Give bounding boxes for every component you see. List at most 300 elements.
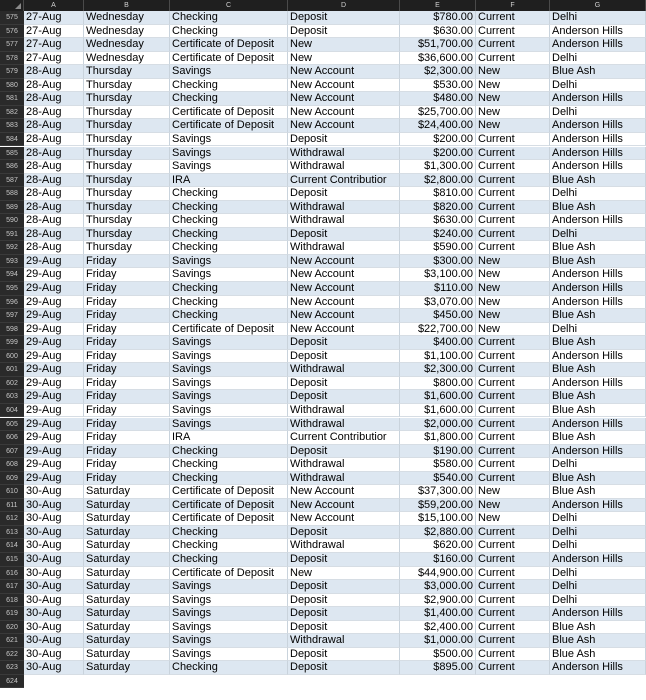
customer-status-cell[interactable]: New bbox=[476, 106, 550, 120]
transaction-cell[interactable]: New Account bbox=[288, 65, 400, 79]
customer-status-cell[interactable]: New bbox=[476, 92, 550, 106]
customer-status-cell[interactable]: Current bbox=[476, 621, 550, 635]
amount-cell[interactable]: $590.00 bbox=[400, 241, 476, 255]
account-type-cell[interactable]: Savings bbox=[170, 268, 288, 282]
account-type-cell[interactable]: Savings bbox=[170, 336, 288, 350]
date-cell[interactable]: 29-Aug bbox=[24, 255, 84, 269]
amount-cell[interactable]: $1,400.00 bbox=[400, 607, 476, 621]
account-type-cell[interactable]: Savings bbox=[170, 390, 288, 404]
customer-status-cell[interactable]: Current bbox=[476, 390, 550, 404]
transaction-cell[interactable]: Withdrawal bbox=[288, 634, 400, 648]
date-cell[interactable]: 29-Aug bbox=[24, 377, 84, 391]
row-number[interactable]: 609 bbox=[0, 472, 24, 486]
date-cell[interactable]: 28-Aug bbox=[24, 160, 84, 174]
date-cell[interactable]: 28-Aug bbox=[24, 174, 84, 188]
amount-cell[interactable]: $480.00 bbox=[400, 92, 476, 106]
transaction-cell[interactable]: Withdrawal bbox=[288, 404, 400, 418]
row-number[interactable]: 616 bbox=[0, 567, 24, 581]
branch-cell[interactable]: Blue Ash bbox=[550, 485, 646, 499]
weekday-cell[interactable]: Saturday bbox=[84, 526, 170, 540]
account-type-cell[interactable]: Checking bbox=[170, 79, 288, 93]
date-cell[interactable]: 27-Aug bbox=[24, 52, 84, 66]
date-cell[interactable]: 28-Aug bbox=[24, 228, 84, 242]
transaction-cell[interactable]: Withdrawal bbox=[288, 472, 400, 486]
customer-status-cell[interactable]: New bbox=[476, 499, 550, 513]
weekday-cell[interactable]: Wednesday bbox=[84, 38, 170, 52]
row-number[interactable]: 610 bbox=[0, 485, 24, 499]
row-number[interactable]: 618 bbox=[0, 594, 24, 608]
customer-status-cell[interactable]: Current bbox=[476, 214, 550, 228]
transaction-cell[interactable]: Deposit bbox=[288, 661, 400, 675]
weekday-cell[interactable]: Friday bbox=[84, 472, 170, 486]
branch-cell[interactable]: Anderson Hills bbox=[550, 445, 646, 459]
weekday-cell[interactable]: Friday bbox=[84, 377, 170, 391]
amount-cell[interactable]: $630.00 bbox=[400, 25, 476, 39]
customer-status-cell[interactable]: Current bbox=[476, 418, 550, 432]
branch-cell[interactable]: Anderson Hills bbox=[550, 350, 646, 364]
branch-cell[interactable]: Delhi bbox=[550, 567, 646, 581]
amount-cell[interactable]: $2,000.00 bbox=[400, 418, 476, 432]
column-header-b[interactable]: B bbox=[84, 0, 170, 11]
amount-cell[interactable]: $580.00 bbox=[400, 458, 476, 472]
date-cell[interactable]: 28-Aug bbox=[24, 65, 84, 79]
amount-cell[interactable]: $51,700.00 bbox=[400, 38, 476, 52]
weekday-cell[interactable]: Friday bbox=[84, 390, 170, 404]
row-number[interactable]: 603 bbox=[0, 390, 24, 404]
transaction-cell[interactable]: New Account bbox=[288, 119, 400, 133]
amount-cell[interactable]: $810.00 bbox=[400, 187, 476, 201]
date-cell[interactable]: 30-Aug bbox=[24, 621, 84, 635]
branch-cell[interactable]: Anderson Hills bbox=[550, 133, 646, 147]
account-type-cell[interactable]: Certificate of Deposit bbox=[170, 485, 288, 499]
row-number[interactable]: 583 bbox=[0, 119, 24, 133]
transaction-cell[interactable]: Deposit bbox=[288, 336, 400, 350]
row-number[interactable]: 611 bbox=[0, 499, 24, 513]
date-cell[interactable]: 29-Aug bbox=[24, 323, 84, 337]
row-number[interactable]: 579 bbox=[0, 65, 24, 79]
branch-cell[interactable]: Delhi bbox=[550, 526, 646, 540]
account-type-cell[interactable]: Savings bbox=[170, 580, 288, 594]
customer-status-cell[interactable]: Current bbox=[476, 661, 550, 675]
branch-cell[interactable]: Blue Ash bbox=[550, 336, 646, 350]
branch-cell[interactable]: Delhi bbox=[550, 323, 646, 337]
amount-cell[interactable]: $240.00 bbox=[400, 228, 476, 242]
branch-cell[interactable]: Blue Ash bbox=[550, 648, 646, 662]
row-number[interactable]: 597 bbox=[0, 309, 24, 323]
date-cell[interactable]: 30-Aug bbox=[24, 580, 84, 594]
customer-status-cell[interactable]: New bbox=[476, 268, 550, 282]
date-cell[interactable]: 30-Aug bbox=[24, 594, 84, 608]
branch-cell[interactable]: Delhi bbox=[550, 458, 646, 472]
weekday-cell[interactable]: Saturday bbox=[84, 499, 170, 513]
customer-status-cell[interactable]: Current bbox=[476, 38, 550, 52]
transaction-cell[interactable]: Deposit bbox=[288, 594, 400, 608]
account-type-cell[interactable]: Savings bbox=[170, 255, 288, 269]
transaction-cell[interactable]: Withdrawal bbox=[288, 160, 400, 174]
branch-cell[interactable]: Anderson Hills bbox=[550, 160, 646, 174]
amount-cell[interactable]: $2,800.00 bbox=[400, 174, 476, 188]
row-number[interactable]: 585 bbox=[0, 147, 24, 161]
column-header-d[interactable]: D bbox=[288, 0, 400, 11]
row-number[interactable]: 612 bbox=[0, 512, 24, 526]
date-cell[interactable]: 29-Aug bbox=[24, 458, 84, 472]
date-cell[interactable]: 27-Aug bbox=[24, 25, 84, 39]
row-number[interactable]: 582 bbox=[0, 106, 24, 120]
select-all-button[interactable] bbox=[0, 0, 24, 11]
transaction-cell[interactable]: Deposit bbox=[288, 228, 400, 242]
date-cell[interactable]: 28-Aug bbox=[24, 187, 84, 201]
amount-cell[interactable]: $110.00 bbox=[400, 282, 476, 296]
amount-cell[interactable]: $620.00 bbox=[400, 539, 476, 553]
account-type-cell[interactable]: Checking bbox=[170, 187, 288, 201]
transaction-cell[interactable]: Deposit bbox=[288, 621, 400, 635]
customer-status-cell[interactable]: Current bbox=[476, 377, 550, 391]
amount-cell[interactable]: $800.00 bbox=[400, 377, 476, 391]
branch-cell[interactable]: Anderson Hills bbox=[550, 553, 646, 567]
account-type-cell[interactable]: Certificate of Deposit bbox=[170, 52, 288, 66]
account-type-cell[interactable]: Checking bbox=[170, 472, 288, 486]
customer-status-cell[interactable]: Current bbox=[476, 580, 550, 594]
row-number[interactable]: 578 bbox=[0, 52, 24, 66]
branch-cell[interactable]: Delhi bbox=[550, 580, 646, 594]
transaction-cell[interactable]: Deposit bbox=[288, 390, 400, 404]
account-type-cell[interactable]: Certificate of Deposit bbox=[170, 119, 288, 133]
row-number[interactable]: 580 bbox=[0, 79, 24, 93]
customer-status-cell[interactable]: Current bbox=[476, 52, 550, 66]
date-cell[interactable]: 30-Aug bbox=[24, 526, 84, 540]
row-number[interactable]: 599 bbox=[0, 336, 24, 350]
transaction-cell[interactable]: Withdrawal bbox=[288, 147, 400, 161]
transaction-cell[interactable]: New Account bbox=[288, 499, 400, 513]
customer-status-cell[interactable]: New bbox=[476, 512, 550, 526]
date-cell[interactable]: 30-Aug bbox=[24, 499, 84, 513]
row-number[interactable]: 592 bbox=[0, 241, 24, 255]
customer-status-cell[interactable]: New bbox=[476, 323, 550, 337]
column-header-c[interactable]: C bbox=[170, 0, 288, 11]
transaction-cell[interactable]: Deposit bbox=[288, 187, 400, 201]
weekday-cell[interactable]: Friday bbox=[84, 255, 170, 269]
row-number[interactable]: 604 bbox=[0, 404, 24, 418]
amount-cell[interactable]: $22,700.00 bbox=[400, 323, 476, 337]
transaction-cell[interactable]: Deposit bbox=[288, 553, 400, 567]
weekday-cell[interactable]: Friday bbox=[84, 404, 170, 418]
branch-cell[interactable]: Anderson Hills bbox=[550, 92, 646, 106]
account-type-cell[interactable]: Certificate of Deposit bbox=[170, 323, 288, 337]
weekday-cell[interactable]: Friday bbox=[84, 282, 170, 296]
transaction-cell[interactable]: New Account bbox=[288, 296, 400, 310]
account-type-cell[interactable]: Savings bbox=[170, 160, 288, 174]
weekday-cell[interactable]: Thursday bbox=[84, 92, 170, 106]
row-number[interactable]: 605 bbox=[0, 418, 24, 432]
weekday-cell[interactable]: Friday bbox=[84, 350, 170, 364]
branch-cell[interactable]: Blue Ash bbox=[550, 201, 646, 215]
customer-status-cell[interactable]: New bbox=[476, 282, 550, 296]
amount-cell[interactable]: $895.00 bbox=[400, 661, 476, 675]
weekday-cell[interactable]: Thursday bbox=[84, 147, 170, 161]
account-type-cell[interactable]: Savings bbox=[170, 594, 288, 608]
weekday-cell[interactable]: Saturday bbox=[84, 580, 170, 594]
row-number[interactable]: 601 bbox=[0, 363, 24, 377]
account-type-cell[interactable]: Savings bbox=[170, 363, 288, 377]
row-number[interactable]: 613 bbox=[0, 526, 24, 540]
weekday-cell[interactable]: Saturday bbox=[84, 539, 170, 553]
customer-status-cell[interactable]: New bbox=[476, 79, 550, 93]
branch-cell[interactable]: Blue Ash bbox=[550, 174, 646, 188]
branch-cell[interactable]: Delhi bbox=[550, 187, 646, 201]
customer-status-cell[interactable]: Current bbox=[476, 363, 550, 377]
date-cell[interactable]: 30-Aug bbox=[24, 648, 84, 662]
customer-status-cell[interactable]: New bbox=[476, 309, 550, 323]
row-number[interactable]: 586 bbox=[0, 160, 24, 174]
amount-cell[interactable]: $2,900.00 bbox=[400, 594, 476, 608]
account-type-cell[interactable]: Checking bbox=[170, 228, 288, 242]
weekday-cell[interactable]: Thursday bbox=[84, 214, 170, 228]
transaction-cell[interactable]: New Account bbox=[288, 106, 400, 120]
transaction-cell[interactable]: Deposit bbox=[288, 133, 400, 147]
account-type-cell[interactable]: IRA bbox=[170, 174, 288, 188]
account-type-cell[interactable]: Checking bbox=[170, 309, 288, 323]
amount-cell[interactable]: $24,400.00 bbox=[400, 119, 476, 133]
customer-status-cell[interactable]: New bbox=[476, 119, 550, 133]
amount-cell[interactable]: $780.00 bbox=[400, 11, 476, 25]
transaction-cell[interactable]: New Account bbox=[288, 92, 400, 106]
branch-cell[interactable]: Anderson Hills bbox=[550, 499, 646, 513]
row-number[interactable]: 606 bbox=[0, 431, 24, 445]
account-type-cell[interactable]: Certificate of Deposit bbox=[170, 512, 288, 526]
account-type-cell[interactable]: Savings bbox=[170, 418, 288, 432]
date-cell[interactable]: 29-Aug bbox=[24, 268, 84, 282]
amount-cell[interactable]: $2,300.00 bbox=[400, 363, 476, 377]
transaction-cell[interactable]: Deposit bbox=[288, 377, 400, 391]
branch-cell[interactable]: Delhi bbox=[550, 52, 646, 66]
customer-status-cell[interactable]: Current bbox=[476, 25, 550, 39]
branch-cell[interactable]: Blue Ash bbox=[550, 255, 646, 269]
date-cell[interactable]: 27-Aug bbox=[24, 11, 84, 25]
weekday-cell[interactable]: Saturday bbox=[84, 648, 170, 662]
weekday-cell[interactable]: Wednesday bbox=[84, 52, 170, 66]
transaction-cell[interactable]: Withdrawal bbox=[288, 458, 400, 472]
transaction-cell[interactable]: Withdrawal bbox=[288, 201, 400, 215]
customer-status-cell[interactable]: New bbox=[476, 485, 550, 499]
amount-cell[interactable]: $400.00 bbox=[400, 336, 476, 350]
customer-status-cell[interactable]: New bbox=[476, 65, 550, 79]
amount-cell[interactable]: $200.00 bbox=[400, 133, 476, 147]
account-type-cell[interactable]: Savings bbox=[170, 133, 288, 147]
account-type-cell[interactable]: Savings bbox=[170, 621, 288, 635]
amount-cell[interactable]: $59,200.00 bbox=[400, 499, 476, 513]
weekday-cell[interactable]: Thursday bbox=[84, 133, 170, 147]
row-number[interactable]: 575 bbox=[0, 11, 24, 25]
branch-cell[interactable]: Delhi bbox=[550, 79, 646, 93]
weekday-cell[interactable]: Saturday bbox=[84, 485, 170, 499]
weekday-cell[interactable]: Saturday bbox=[84, 567, 170, 581]
transaction-cell[interactable]: Withdrawal bbox=[288, 418, 400, 432]
weekday-cell[interactable]: Friday bbox=[84, 363, 170, 377]
branch-cell[interactable]: Delhi bbox=[550, 539, 646, 553]
weekday-cell[interactable]: Wednesday bbox=[84, 11, 170, 25]
date-cell[interactable]: 28-Aug bbox=[24, 133, 84, 147]
date-cell[interactable]: 30-Aug bbox=[24, 661, 84, 675]
row-number[interactable]: 588 bbox=[0, 187, 24, 201]
branch-cell[interactable]: Blue Ash bbox=[550, 634, 646, 648]
amount-cell[interactable]: $1,300.00 bbox=[400, 160, 476, 174]
branch-cell[interactable]: Blue Ash bbox=[550, 309, 646, 323]
amount-cell[interactable]: $820.00 bbox=[400, 201, 476, 215]
weekday-cell[interactable]: Saturday bbox=[84, 553, 170, 567]
date-cell[interactable]: 28-Aug bbox=[24, 241, 84, 255]
amount-cell[interactable]: $200.00 bbox=[400, 147, 476, 161]
weekday-cell[interactable]: Thursday bbox=[84, 174, 170, 188]
account-type-cell[interactable]: Checking bbox=[170, 553, 288, 567]
amount-cell[interactable]: $3,000.00 bbox=[400, 580, 476, 594]
amount-cell[interactable]: $44,900.00 bbox=[400, 567, 476, 581]
weekday-cell[interactable]: Friday bbox=[84, 458, 170, 472]
account-type-cell[interactable]: Checking bbox=[170, 201, 288, 215]
row-number[interactable]: 622 bbox=[0, 648, 24, 662]
date-cell[interactable]: 29-Aug bbox=[24, 418, 84, 432]
account-type-cell[interactable]: Savings bbox=[170, 634, 288, 648]
date-cell[interactable]: 30-Aug bbox=[24, 553, 84, 567]
weekday-cell[interactable]: Saturday bbox=[84, 634, 170, 648]
amount-cell[interactable]: $300.00 bbox=[400, 255, 476, 269]
row-number[interactable]: 602 bbox=[0, 377, 24, 391]
transaction-cell[interactable]: Current Contributior bbox=[288, 174, 400, 188]
transaction-cell[interactable]: Deposit bbox=[288, 648, 400, 662]
branch-cell[interactable]: Anderson Hills bbox=[550, 268, 646, 282]
transaction-cell[interactable]: New bbox=[288, 567, 400, 581]
weekday-cell[interactable]: Friday bbox=[84, 268, 170, 282]
date-cell[interactable]: 29-Aug bbox=[24, 309, 84, 323]
transaction-cell[interactable]: New Account bbox=[288, 255, 400, 269]
transaction-cell[interactable]: Deposit bbox=[288, 445, 400, 459]
weekday-cell[interactable]: Friday bbox=[84, 336, 170, 350]
customer-status-cell[interactable]: Current bbox=[476, 634, 550, 648]
transaction-cell[interactable]: Withdrawal bbox=[288, 539, 400, 553]
column-header-a[interactable]: A bbox=[24, 0, 84, 11]
date-cell[interactable]: 28-Aug bbox=[24, 147, 84, 161]
row-number[interactable]: 598 bbox=[0, 323, 24, 337]
customer-status-cell[interactable]: New bbox=[476, 296, 550, 310]
amount-cell[interactable]: $3,100.00 bbox=[400, 268, 476, 282]
amount-cell[interactable]: $450.00 bbox=[400, 309, 476, 323]
date-cell[interactable]: 29-Aug bbox=[24, 350, 84, 364]
branch-cell[interactable]: Blue Ash bbox=[550, 390, 646, 404]
transaction-cell[interactable]: Deposit bbox=[288, 11, 400, 25]
amount-cell[interactable]: $37,300.00 bbox=[400, 485, 476, 499]
account-type-cell[interactable]: Savings bbox=[170, 147, 288, 161]
amount-cell[interactable]: $190.00 bbox=[400, 445, 476, 459]
weekday-cell[interactable]: Thursday bbox=[84, 65, 170, 79]
row-number[interactable]: 577 bbox=[0, 38, 24, 52]
row-number[interactable]: 615 bbox=[0, 553, 24, 567]
amount-cell[interactable]: $500.00 bbox=[400, 648, 476, 662]
account-type-cell[interactable]: Checking bbox=[170, 526, 288, 540]
account-type-cell[interactable]: Savings bbox=[170, 350, 288, 364]
account-type-cell[interactable]: Certificate of Deposit bbox=[170, 567, 288, 581]
row-number[interactable]: 576 bbox=[0, 25, 24, 39]
account-type-cell[interactable]: Checking bbox=[170, 214, 288, 228]
branch-cell[interactable]: Anderson Hills bbox=[550, 25, 646, 39]
branch-cell[interactable]: Delhi bbox=[550, 11, 646, 25]
branch-cell[interactable]: Anderson Hills bbox=[550, 661, 646, 675]
amount-cell[interactable]: $25,700.00 bbox=[400, 106, 476, 120]
customer-status-cell[interactable]: Current bbox=[476, 431, 550, 445]
date-cell[interactable]: 29-Aug bbox=[24, 336, 84, 350]
customer-status-cell[interactable]: Current bbox=[476, 228, 550, 242]
account-type-cell[interactable]: Certificate of Deposit bbox=[170, 38, 288, 52]
transaction-cell[interactable]: Withdrawal bbox=[288, 214, 400, 228]
date-cell[interactable]: 29-Aug bbox=[24, 282, 84, 296]
account-type-cell[interactable]: Savings bbox=[170, 607, 288, 621]
transaction-cell[interactable]: New bbox=[288, 52, 400, 66]
weekday-cell[interactable]: Wednesday bbox=[84, 25, 170, 39]
transaction-cell[interactable]: Deposit bbox=[288, 580, 400, 594]
amount-cell[interactable]: $36,600.00 bbox=[400, 52, 476, 66]
row-number[interactable]: 584 bbox=[0, 133, 24, 147]
date-cell[interactable]: 30-Aug bbox=[24, 512, 84, 526]
customer-status-cell[interactable]: Current bbox=[476, 567, 550, 581]
row-number[interactable]: 600 bbox=[0, 350, 24, 364]
amount-cell[interactable]: $1,600.00 bbox=[400, 390, 476, 404]
row-number[interactable]: 587 bbox=[0, 174, 24, 188]
date-cell[interactable]: 29-Aug bbox=[24, 431, 84, 445]
row-number[interactable]: 589 bbox=[0, 201, 24, 215]
customer-status-cell[interactable]: Current bbox=[476, 241, 550, 255]
customer-status-cell[interactable]: New bbox=[476, 255, 550, 269]
branch-cell[interactable]: Anderson Hills bbox=[550, 377, 646, 391]
column-header-g[interactable]: G bbox=[550, 0, 646, 11]
customer-status-cell[interactable]: Current bbox=[476, 11, 550, 25]
transaction-cell[interactable]: Deposit bbox=[288, 526, 400, 540]
account-type-cell[interactable]: IRA bbox=[170, 431, 288, 445]
branch-cell[interactable]: Anderson Hills bbox=[550, 607, 646, 621]
amount-cell[interactable]: $1,000.00 bbox=[400, 634, 476, 648]
row-number[interactable]: 614 bbox=[0, 539, 24, 553]
transaction-cell[interactable]: New Account bbox=[288, 485, 400, 499]
transaction-cell[interactable]: Deposit bbox=[288, 25, 400, 39]
customer-status-cell[interactable]: Current bbox=[476, 472, 550, 486]
transaction-cell[interactable]: Deposit bbox=[288, 607, 400, 621]
date-cell[interactable]: 30-Aug bbox=[24, 634, 84, 648]
account-type-cell[interactable]: Checking bbox=[170, 661, 288, 675]
branch-cell[interactable]: Anderson Hills bbox=[550, 147, 646, 161]
transaction-cell[interactable]: New Account bbox=[288, 323, 400, 337]
amount-cell[interactable]: $1,800.00 bbox=[400, 431, 476, 445]
branch-cell[interactable]: Delhi bbox=[550, 594, 646, 608]
weekday-cell[interactable]: Thursday bbox=[84, 79, 170, 93]
weekday-cell[interactable]: Friday bbox=[84, 445, 170, 459]
weekday-cell[interactable]: Thursday bbox=[84, 106, 170, 120]
date-cell[interactable]: 29-Aug bbox=[24, 390, 84, 404]
branch-cell[interactable]: Delhi bbox=[550, 228, 646, 242]
account-type-cell[interactable]: Certificate of Deposit bbox=[170, 106, 288, 120]
branch-cell[interactable]: Anderson Hills bbox=[550, 214, 646, 228]
date-cell[interactable]: 28-Aug bbox=[24, 92, 84, 106]
row-number[interactable]: 581 bbox=[0, 92, 24, 106]
date-cell[interactable]: 30-Aug bbox=[24, 485, 84, 499]
row-number[interactable]: 623 bbox=[0, 661, 24, 675]
weekday-cell[interactable]: Friday bbox=[84, 431, 170, 445]
branch-cell[interactable]: Blue Ash bbox=[550, 621, 646, 635]
transaction-cell[interactable]: New bbox=[288, 38, 400, 52]
branch-cell[interactable]: Anderson Hills bbox=[550, 418, 646, 432]
row-number[interactable]: 596 bbox=[0, 296, 24, 310]
row-number[interactable]: 608 bbox=[0, 458, 24, 472]
account-type-cell[interactable]: Checking bbox=[170, 458, 288, 472]
date-cell[interactable]: 29-Aug bbox=[24, 472, 84, 486]
customer-status-cell[interactable]: Current bbox=[476, 174, 550, 188]
branch-cell[interactable]: Blue Ash bbox=[550, 241, 646, 255]
